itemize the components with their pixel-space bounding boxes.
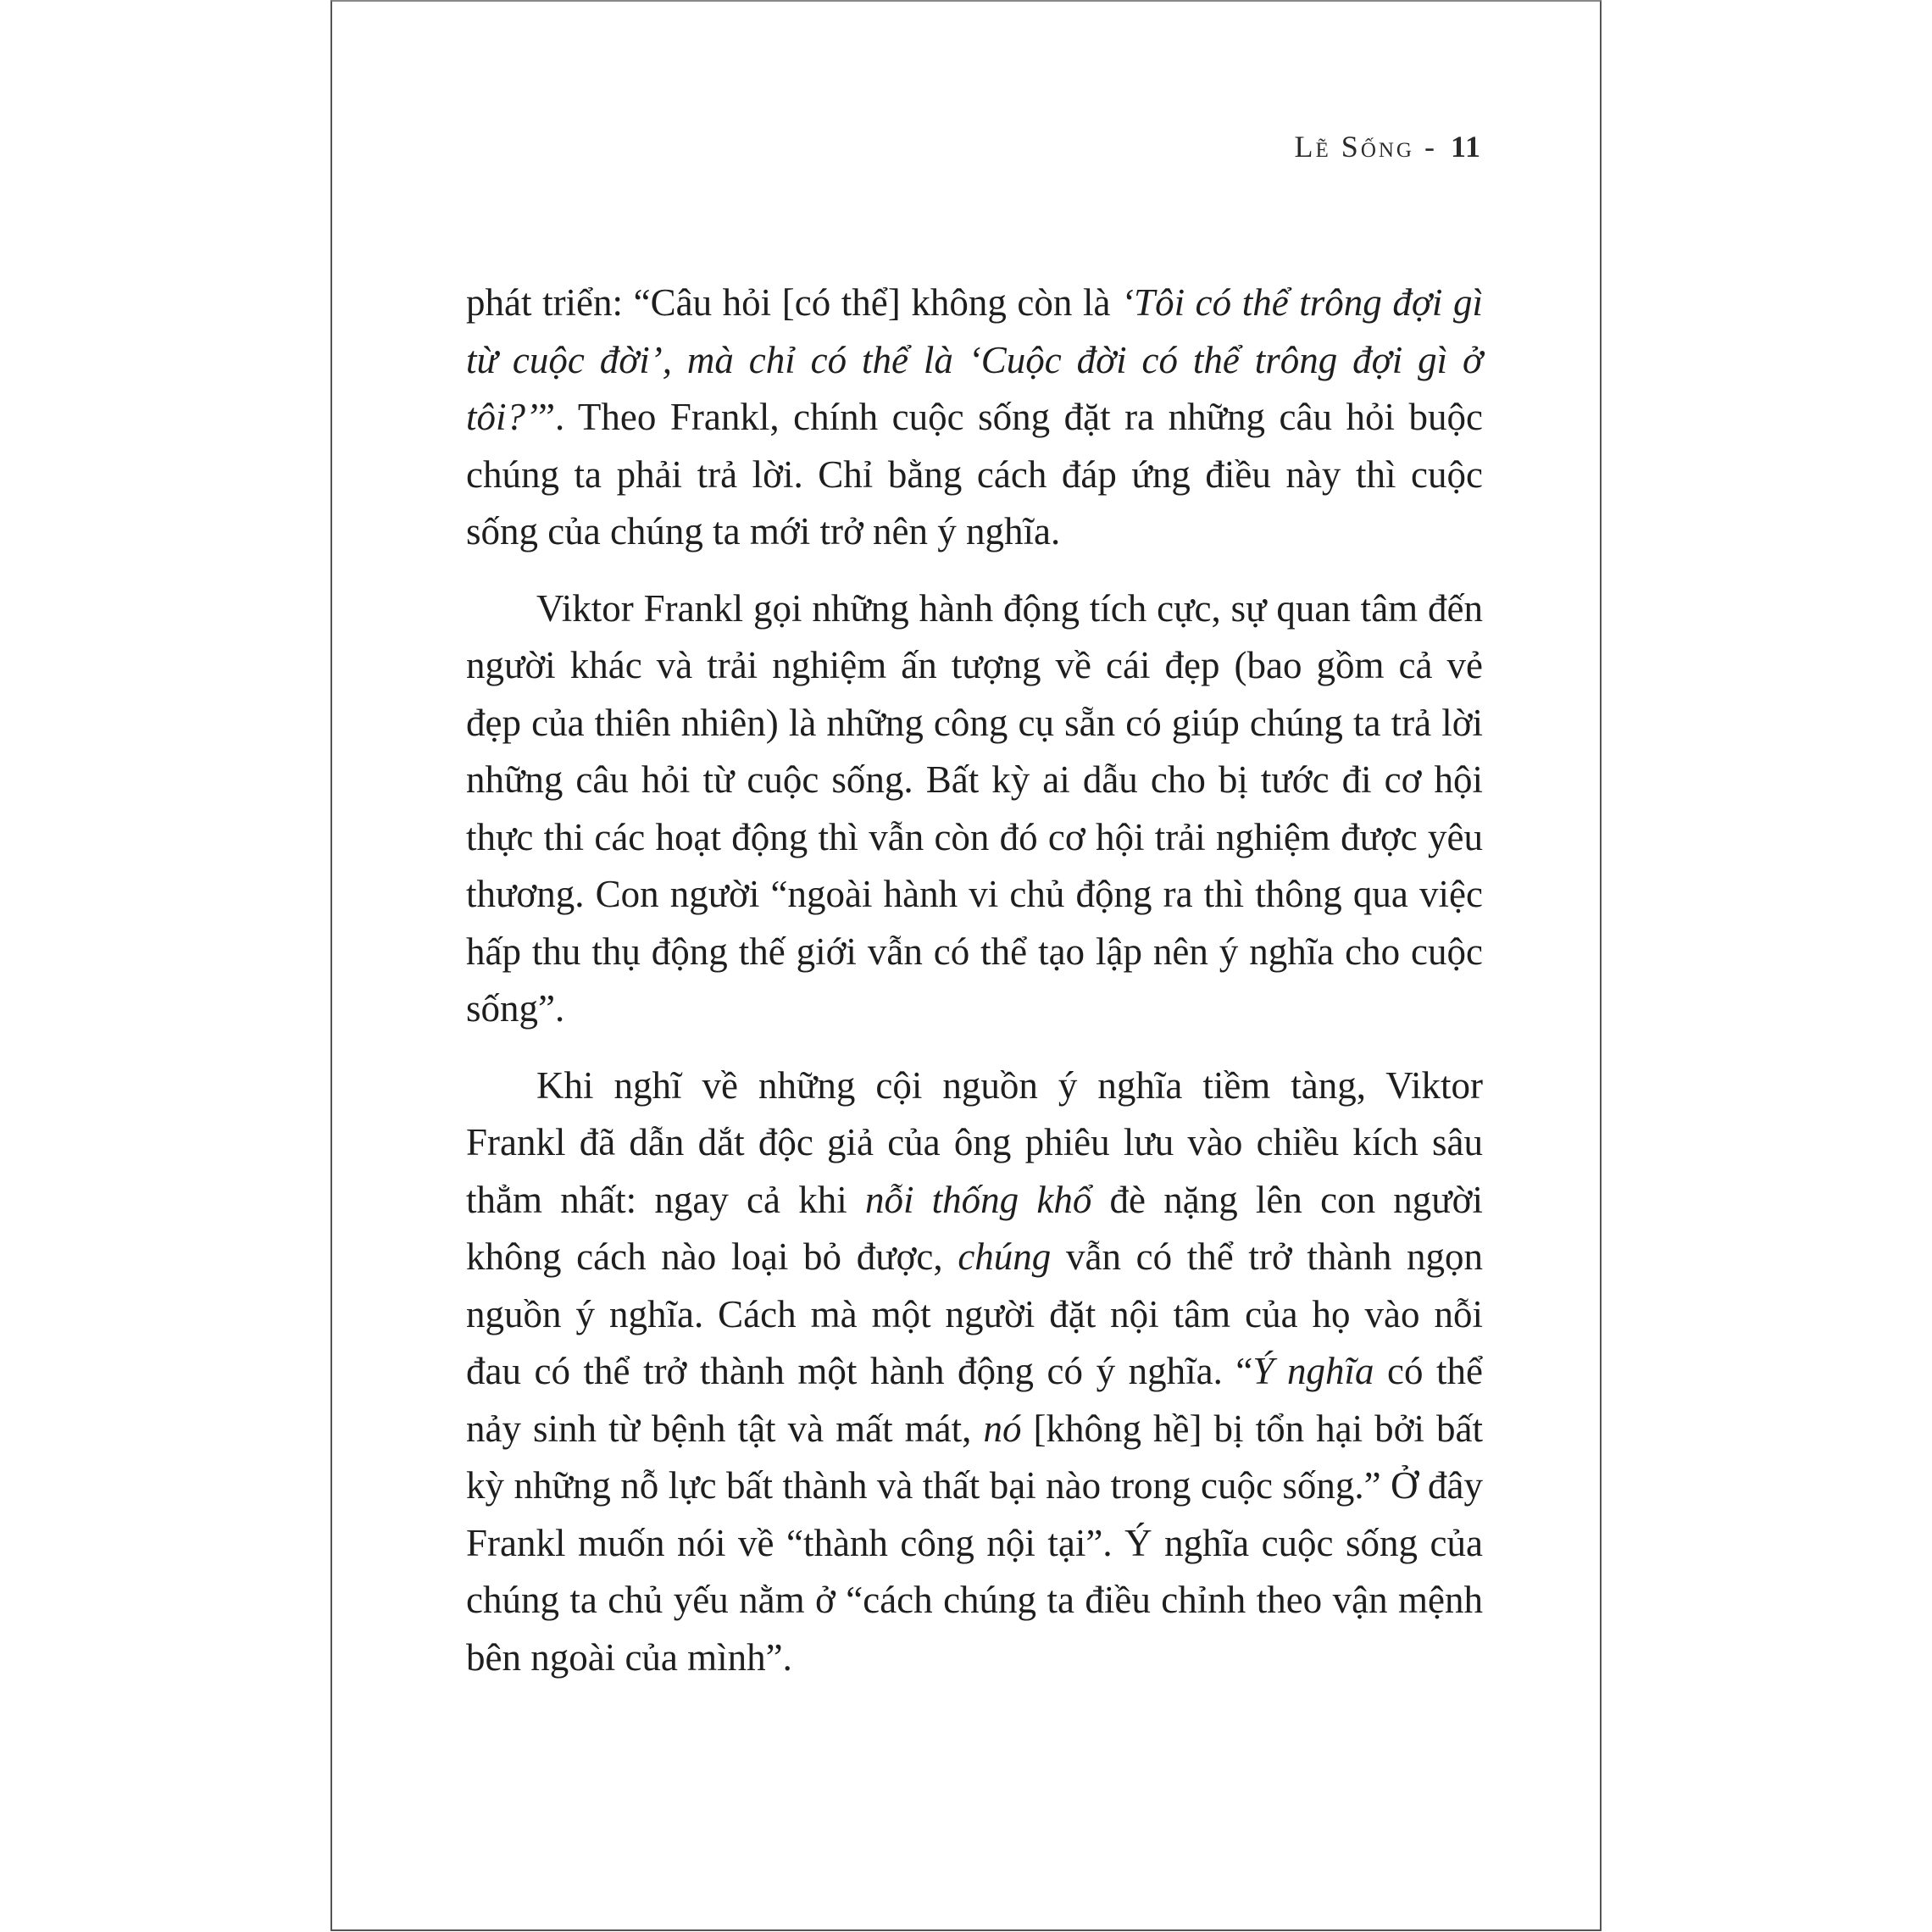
text-run: có thể nảy sinh từ bệnh tật và mất mát, [466, 1350, 1483, 1450]
text-run: đè nặng lên con người không cách nào loại bỏ được, [466, 1178, 1483, 1278]
text-run: Khi nghĩ về những cội nguồn ý nghĩa tiềm tàng, Viktor Frankl đã dẫn dắt độc giả của ông phiêu lưu vào chiều kích sâu thẳm nhất: ngay cả khi [466, 1063, 1483, 1221]
text-run-italic: nó [983, 1407, 1022, 1450]
paragraph-2 [466, 580, 1483, 1038]
text-run: ”. Theo Frankl, chính cuộc sống đặt ra những câu hỏi buộc chúng ta phải trả lời. Chỉ bằng cách đáp ứng điều này thì cuộc sống của chúng ta mới trở nên ý nghĩa. [466, 396, 1483, 552]
running-head [1295, 129, 1481, 164]
book-page [330, 0, 1602, 1931]
paragraph-3 [466, 1058, 1483, 1687]
body-text [466, 275, 1483, 1706]
text-run-italic: chúng [958, 1235, 1052, 1278]
text-run: phát triển: “Câu hỏi [có thể] không còn là [466, 281, 1122, 324]
text-run: vẫn có thể trở thành ngọn nguồn ý nghĩa. Cách mà một người đặt nội tâm của họ vào nỗi đau có thể trở thành một hành động có ý nghĩa. “ [466, 1235, 1484, 1392]
text-run-italic: Ý nghĩa [1252, 1350, 1374, 1392]
running-head-separator: - [1424, 130, 1437, 164]
text-run-italic: nỗi thống khổ [864, 1178, 1092, 1221]
paragraph-1 [466, 275, 1483, 561]
running-head-title: Lẽ Sống [1294, 130, 1414, 164]
text-run-italic: ‘Tôi có thể trông đợi gì từ cuộc đời’, mà chỉ có thể là ‘Cuộc đời có thể trông đợi gì ở tôi?’ [466, 281, 1483, 438]
text-run: Viktor Frankl gọi những hành động tích cực, sự quan tâm đến người khác và trải nghiệm ấn tượng về cái đẹp (bao gồm cả vẻ đẹp của thiên nhiên) là những công cụ sẵn có giúp chúng ta trả lời những câu hỏi từ cuộc sống. Bất kỳ ai dẫu cho bị tước đi cơ hội thực thi các hoạt động thì vẫn còn đó cơ hội trải nghiệm được yêu thương. Con người “ngoài hành vi chủ động ra thì thông qua việc hấp thu thụ động thế giới vẫn có thể tạo lập nên ý nghĩa cho cuộc sống”. [466, 586, 1483, 1030]
page-number: 11 [1450, 130, 1481, 164]
text-run: [không hề] bị tổn hại bởi bất kỳ những nỗ lực bất thành và thất bại nào trong cuộc sống.” Ở đây Frankl muốn nói về “thành công nội tại”. Ý nghĩa cuộc sống của chúng ta chủ yếu nằm ở “cách chúng ta điều chỉnh theo vận mệnh bên ngoài của mình”. [466, 1407, 1484, 1679]
